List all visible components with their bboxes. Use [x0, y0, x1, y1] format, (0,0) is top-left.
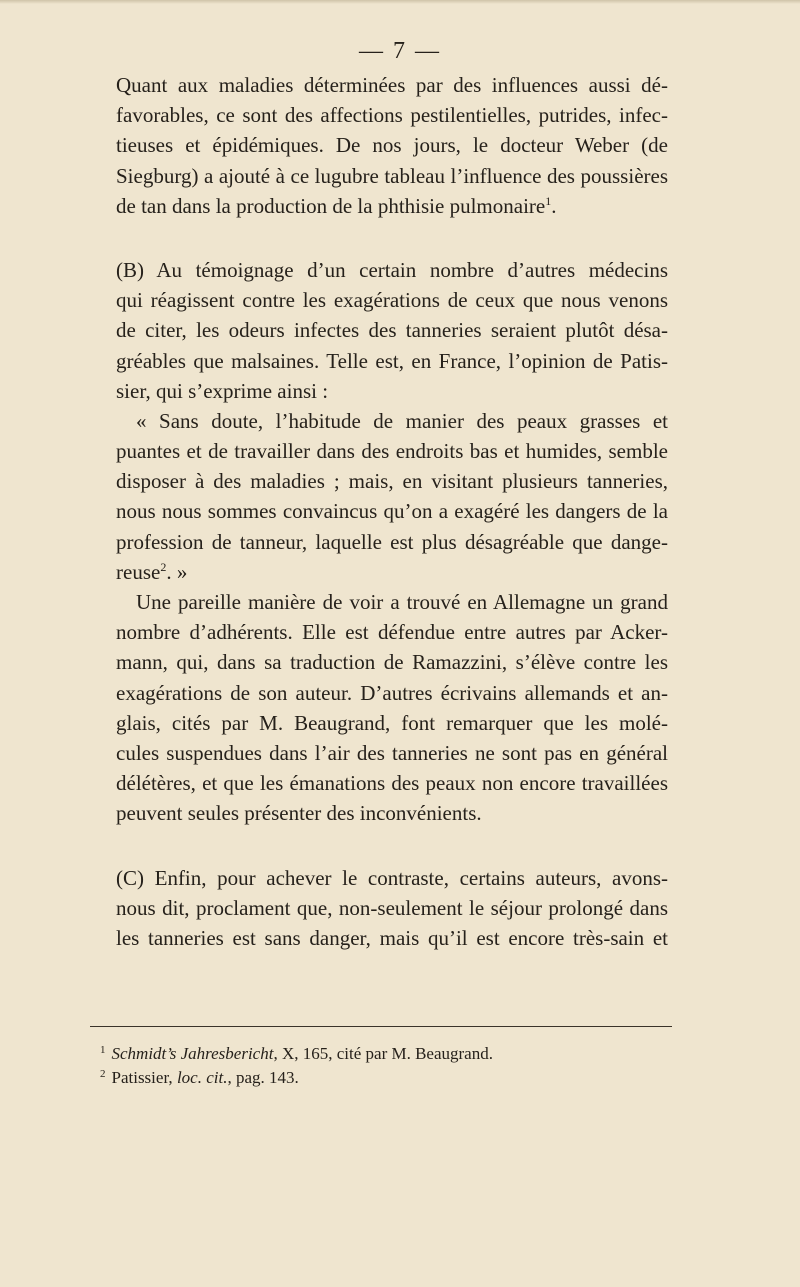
text-line: exagérations de son auteur. D’autres écrivains allemands et an- — [116, 680, 668, 705]
footnote-title: loc. cit. — [176, 1068, 228, 1087]
text-line: (B) Au témoignage d’un certain nombre d’autres médecins — [116, 257, 668, 282]
text-segment: . — [551, 193, 557, 218]
footnote-rule — [90, 1026, 672, 1027]
footnotes — [100, 1042, 660, 1090]
text-line: profession de tanneur, laquelle est plus désagréable que dange- — [116, 529, 668, 554]
footnote-text: , pag. 143. — [227, 1068, 299, 1087]
paragraph-gap — [116, 221, 668, 255]
footnote-text: , X, 165, cité par M. Beaugrand. — [273, 1044, 493, 1063]
footnote-1 — [100, 1042, 660, 1066]
footnote-ref: 1 — [545, 193, 552, 208]
text-line: cules suspendues dans l’air des tanneries ne sont pas en général — [116, 740, 668, 765]
text-line: Une pareille manière de voir a trouvé en Allemagne un grand — [136, 590, 668, 614]
text-line: Quant aux maladies déterminées par des influences aussi dé- — [116, 73, 668, 97]
text-line: peuvent seules présenter des inconvénients. — [116, 801, 482, 826]
text-line: disposer à des maladies ; mais, en visitant plusieurs tanneries, — [116, 469, 668, 494]
footnote-marker: 2 — [100, 1068, 106, 1080]
footnote-marker: 1 — [100, 1044, 106, 1056]
text-segment: . » — [166, 559, 188, 584]
page-number: — 7 — — [359, 38, 441, 64]
text-line: glais, cités par M. Beaugrand, font remarquer que les molé- — [116, 710, 668, 735]
text-line: (C) Enfin, pour achever le contraste, certains auteurs, avons- — [116, 865, 668, 890]
text-line: qui réagissent contre les exagérations de ceux que nous venons — [116, 288, 668, 313]
text-line: sier, qui s’exprime ainsi : — [116, 378, 329, 403]
text-line — [116, 191, 668, 221]
text-line: favorables, ce sont des affections pestilentielles, putrides, infec- — [116, 103, 668, 128]
text-line — [116, 557, 668, 587]
text-line: puantes et de travailler dans des endroits bas et humides, semble — [116, 439, 668, 464]
text-line: de citer, les odeurs infectes des tanneries seraient plutôt désa- — [116, 318, 668, 343]
text-line: nombre d’adhérents. Elle est défendue entre autres par Acker- — [116, 620, 668, 645]
text-line: nous nous sommes convaincus qu’on a exagéré les dangers de la — [116, 499, 668, 524]
body-text — [116, 70, 668, 953]
scan-edge — [0, 0, 800, 4]
footnote-text: Patissier, — [111, 1068, 177, 1087]
text-segment: reuse — [116, 559, 161, 584]
text-line: Siegburg) a ajouté à ce lugubre tableau l’influence des poussières — [116, 163, 668, 188]
footnote-2 — [100, 1066, 660, 1090]
footnote-ref: 2 — [160, 559, 167, 574]
text-line: les tanneries est sans danger, mais qu’il est encore très-sain et — [116, 925, 668, 950]
paragraph-gap — [116, 829, 668, 863]
text-line: délétères, et que les émanations des peaux non encore travaillées — [116, 771, 668, 796]
footnote-title: Schmidt’s Jahresbericht — [111, 1044, 274, 1063]
text-line: tieuses et épidémiques. De nos jours, le docteur Weber (de — [116, 133, 668, 158]
text-line: mann, qui, dans sa traduction de Ramazzini, s’élève contre les — [116, 650, 668, 675]
text-segment: de tan dans la production de la phthisie pulmonaire — [116, 193, 546, 218]
text-line: nous dit, proclament que, non-seulement le séjour prolongé dans — [116, 895, 668, 920]
text-line: « Sans doute, l’habitude de manier des peaux grasses et — [136, 408, 668, 433]
text-line: gréables que malsaines. Telle est, en France, l’opinion de Patis- — [116, 348, 668, 373]
